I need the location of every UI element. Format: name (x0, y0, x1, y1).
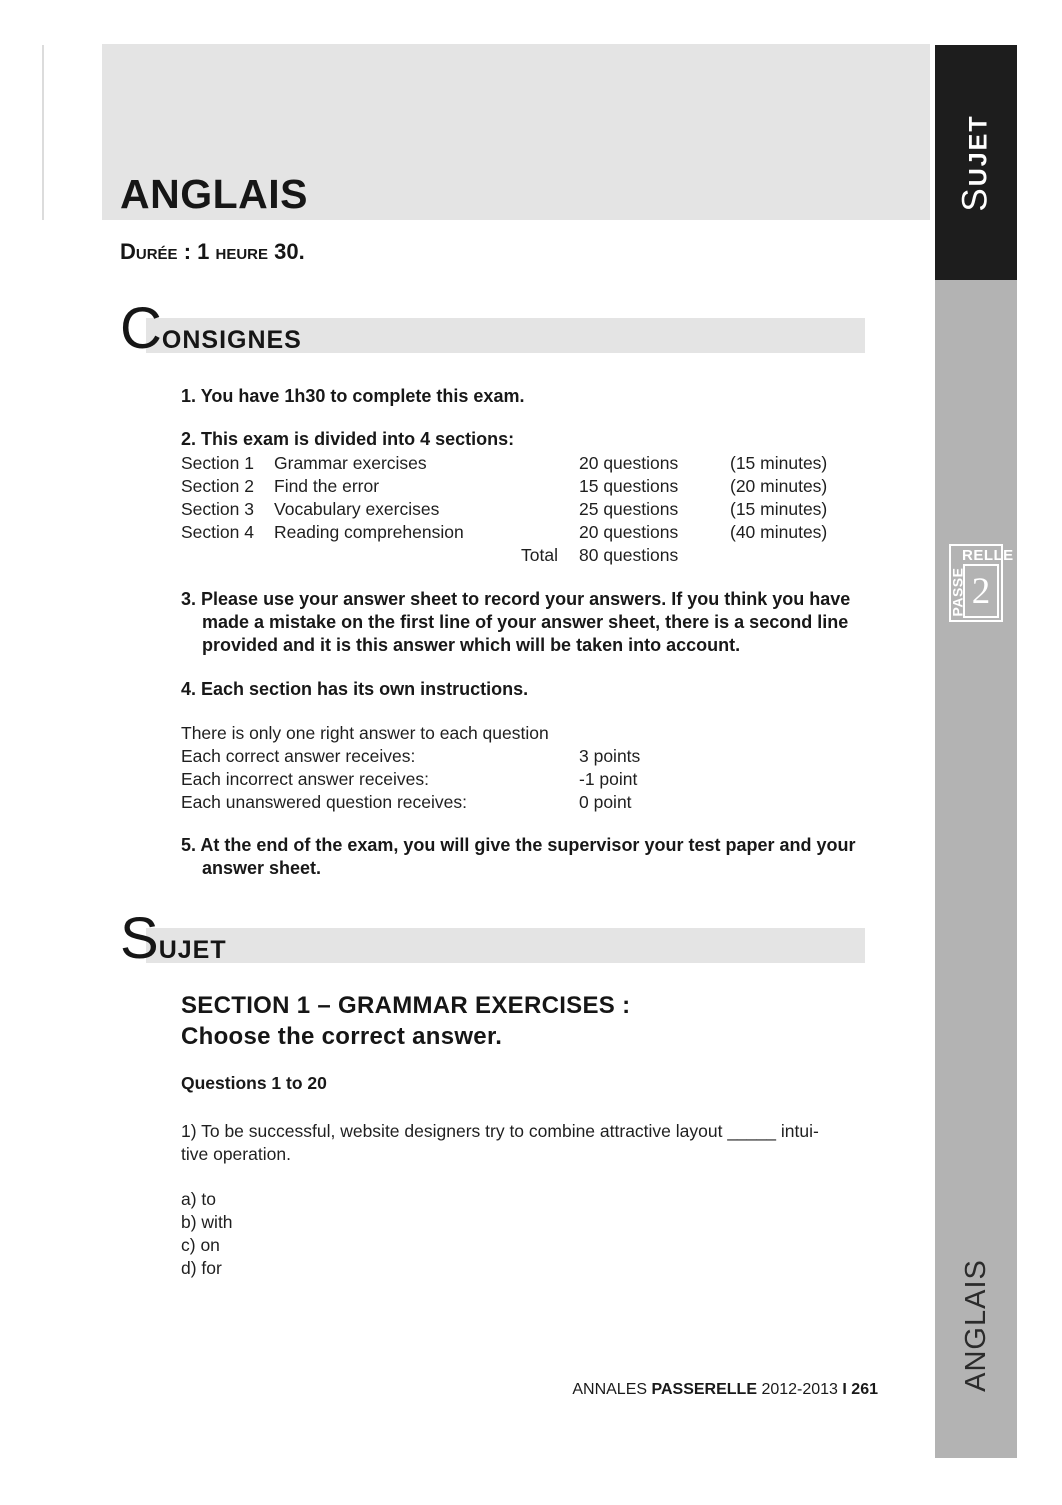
table-row (181, 475, 865, 498)
instruction-5-line: 5. At the end of the exam, you will give the supervisor your test paper and your (181, 835, 856, 855)
sujet-tab-rest: UJET (965, 113, 994, 186)
section-time: (40 minutes) (730, 522, 828, 542)
logo-passe-text: PASSE (949, 567, 965, 617)
answer-options (181, 1188, 865, 1280)
sujet-initial: S (120, 906, 159, 971)
scoring-label: Each incorrect answer receives: (181, 769, 430, 789)
page-header (102, 44, 930, 220)
section-title (181, 990, 865, 1052)
scoring-intro (181, 722, 865, 745)
section-label: Section 4 (181, 522, 254, 542)
footer-annales: ANNALES (572, 1381, 652, 1398)
instruction-2: 2. This exam is divided into 4 sections: (181, 429, 515, 449)
table-total-row (181, 544, 865, 567)
section-label: Section 1 (181, 453, 254, 473)
left-margin-rule (42, 45, 44, 220)
duration-smallcaps: URÉE (135, 246, 178, 263)
scoring-intro-text: There is only one right answer to each question (181, 723, 549, 743)
section-label: Section 2 (181, 476, 254, 496)
sidebar-anglais-label: ANGLAIS (959, 1258, 992, 1392)
page-title: ANGLAIS (120, 171, 308, 217)
question-1-line: 1) To be successful, website designers try to combine attractive layout _____ intui- (181, 1121, 819, 1141)
question-1 (181, 1120, 865, 1166)
scoring-row (181, 768, 865, 791)
logo-relle-text: RELLE (962, 547, 1014, 564)
questions-range: Questions 1 to 20 (181, 1073, 327, 1093)
sujet-rest: UJET (158, 936, 227, 964)
section-name: Reading comprehension (274, 522, 464, 542)
sujet-heading-bar (146, 928, 865, 963)
instruction-3-line: provided and it is this answer which will be taken into account. (202, 635, 741, 655)
logo-number: 2 (971, 570, 991, 612)
scoring-row (181, 791, 865, 814)
duration-mid: : 1 (177, 239, 216, 264)
instruction-3-line: 3. Please use your answer sheet to record your answers. If you think you have (181, 589, 851, 609)
section-label: Section 3 (181, 499, 254, 519)
instruction-4: 4. Each section has its own instructions. (181, 679, 529, 699)
passerelle-logo (949, 544, 1014, 622)
instruction-5-line: answer sheet. (202, 858, 322, 878)
footer-page-number: I 261 (842, 1381, 878, 1398)
instruction-3-line: made a mistake on the first line of your answer sheet, there is a second line (202, 612, 849, 632)
section-time: (15 minutes) (730, 499, 828, 519)
consignes-heading (120, 296, 865, 361)
section-name: Find the error (274, 476, 380, 496)
question-1-line: tive operation. (181, 1144, 291, 1164)
section-name: Vocabulary exercises (274, 499, 440, 519)
section-title-line2: Choose the correct answer. (181, 1023, 503, 1050)
duration-smallcaps: HEURE (215, 246, 268, 263)
duration-label (120, 239, 305, 265)
page-footer (572, 1381, 878, 1399)
section-questions: 20 questions (579, 522, 679, 542)
duration-initial: D (120, 239, 136, 264)
table-row (181, 498, 865, 521)
scoring-block (181, 722, 865, 814)
answer-option: c) on (181, 1235, 220, 1255)
section-questions: 20 questions (579, 453, 679, 473)
logo-passe-wrap (950, 564, 964, 620)
answer-option: b) with (181, 1212, 233, 1232)
scoring-value: -1 point (579, 769, 638, 789)
footer-passerelle: PASSERELLE (651, 1381, 762, 1398)
scoring-value: 0 point (579, 792, 632, 812)
footer-years: 2012-2013 (761, 1381, 843, 1398)
logo-number-box (963, 564, 999, 618)
scoring-value: 3 points (579, 746, 641, 766)
total-label: Total (521, 545, 558, 565)
sujet-heading (120, 906, 865, 971)
instruction-1: 1. You have 1h30 to complete this exam. (181, 386, 525, 406)
section-questions: 25 questions (579, 499, 679, 519)
section-title-line1: SECTION 1 – GRAMMAR EXERCISES : (181, 992, 631, 1019)
answer-option: a) to (181, 1189, 217, 1209)
consignes-heading-text (120, 296, 302, 361)
section-time: (20 minutes) (730, 476, 828, 496)
consignes-initial: C (120, 296, 162, 361)
duration-end: 30. (268, 239, 305, 264)
table-row (181, 452, 865, 475)
section-questions: 15 questions (579, 476, 679, 496)
sections-table (181, 452, 865, 567)
sidebar-anglais-wrap (935, 1240, 1017, 1410)
sujet-tab-label (956, 114, 996, 211)
section-time: (15 minutes) (730, 453, 828, 473)
sujet-tab-initial: S (956, 185, 996, 212)
answer-option: d) for (181, 1258, 222, 1278)
section-name: Grammar exercises (274, 453, 427, 473)
consignes-rest: ONSIGNES (161, 326, 302, 354)
sujet-side-tab (935, 45, 1017, 280)
table-row (181, 521, 865, 544)
instruction-3 (181, 588, 865, 657)
total-value: 80 questions (579, 545, 679, 565)
scoring-row (181, 745, 865, 768)
scoring-label: Each unanswered question receives: (181, 792, 468, 812)
instruction-5 (181, 834, 865, 880)
sujet-heading-text (120, 906, 227, 971)
scoring-label: Each correct answer receives: (181, 746, 416, 766)
